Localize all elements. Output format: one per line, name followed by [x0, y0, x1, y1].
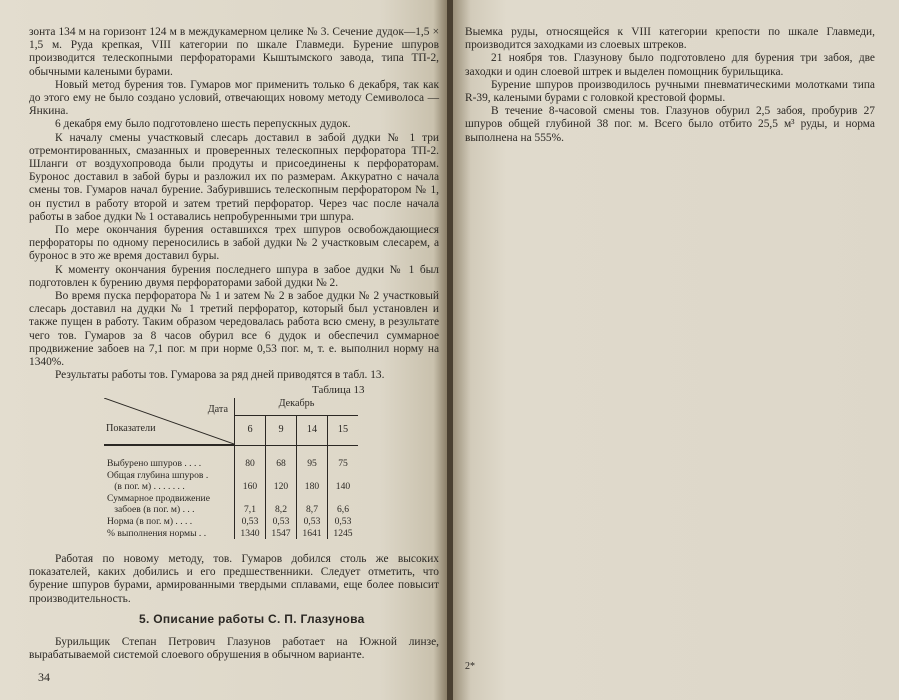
column-header: 6 [235, 415, 266, 445]
column-values: 80 160 7,1 0,53 1340 [240, 458, 260, 539]
paragraph: 21 ноября тов. Глазунову было подготовлено для бурения три забоя, две заходки и один слоевой штрек и выделен помощник бурильщика. [465, 52, 875, 78]
results-table [104, 398, 358, 539]
column-values: 68 120 8,2 0,53 1547 [271, 458, 291, 539]
row-labels-cell [104, 446, 235, 540]
page-number: 34 [38, 670, 50, 684]
paragraph: Бурильщик Степан Петрович Глазунов работает на Южной линзе, вырабатываемой системой слоевого обрушения в обычном варианте. [29, 636, 439, 662]
table-caption: Таблица 13 [312, 384, 365, 396]
table-cell [328, 446, 359, 540]
paragraph: Во время пуска перфоратора № 1 и затем № 2 в забое дудки № 2 участковый слесарь доставил на дудки № 1 третий перфоратор, который был установлен и также пущен в работу. Таким образом чередовалась работа всю смену, в результате чего тов. Гумаров за 8 часов обурил все 6 дудок и обеспечил суммарное продвижение забоев на 7,1 пог. м при норме 0,53 пог. м, т. е. выполнил норму на 1340%. [29, 290, 439, 369]
table-cell [266, 446, 297, 540]
left-page [0, 0, 447, 700]
group-header-month: Декабрь [235, 398, 359, 415]
table-cell [297, 446, 328, 540]
signature-mark: 2* [465, 661, 475, 672]
paragraph: В течение 8-часовой смены тов. Глазунов обурил 2,5 забоя, пробурив 27 шпуров общей глубиной 38 пог. м. Всего было отбито 25,5 м³ руды, и норма выполнена на 555%. [465, 105, 875, 144]
section-title: 5. Описание работы С. П. Глазунова [139, 612, 365, 626]
table-cell [235, 446, 266, 540]
paragraph: К моменту окончания бурения последнего шпура в забое дудки № 1 был подготовлен к бурению двумя перфораторами забой дудки № 2. [29, 263, 439, 289]
paragraph: Работая по новому методу, тов. Гумаров добился столь же высоких показателей, каких добились и его предшественники. Следует отметить, что бурение шпуров бурами, армированными твердыми сплавами, еще более повысит производительность. [29, 553, 439, 605]
paragraph: Новый метод бурения тов. Гумаров мог применить только 6 декабря, так как до этого ему не было создано условий, отвечающих новому методу Семиволоса — Янкина. [29, 78, 439, 118]
left-body-text-after-table [29, 553, 439, 606]
row-labels: Выбурено шпуров . . . . Общая глубина шпуров . (в пог. м) . . . . . . . Суммарное продвижение забоев (в пог. м) . . . Норма (в пог. м) . . . . % выполнения нормы . . [107, 458, 210, 539]
table-corner-cell [104, 398, 235, 446]
paragraph: Бурение шпуров производилось ручными пневматическими молотками типа R-39, калеными бурами с головкой крестовой формы. [465, 78, 875, 105]
column-header: 14 [297, 415, 328, 445]
column-header: 9 [266, 415, 297, 445]
paragraph: Выемка руды, относящейся к VIII категории крепости по шкале Главмеди, производится заходками из слоевых штреков. [465, 26, 875, 52]
right-body-text [465, 26, 875, 145]
corner-header-date: Дата [207, 404, 228, 415]
paragraph: К началу смены участковый слесарь доставил в забой дудки № 1 три отремонтированных, смазанных и проверенных телескопных перфоратора ТП-2. Шланги от воздухопровода были продуты и присоединены к перфораторам. Буронос доставил в забой буры и разложил их по размерам. Аккуратно с начала смены тов. Гумаров начал бурение. Забурившись телескопным перфоратором № 1, он пустил в работу второй и затем третий перфоратор. Через час после начала работы в забое дудки № 1 оставались непробуренными три шпура. [29, 131, 439, 223]
column-values: 75 140 6,6 0,53 1245 [333, 458, 353, 539]
column-header: 15 [328, 415, 359, 445]
paragraph: 6 декабря ему было подготовлено шесть перепускных дудок. [55, 118, 351, 131]
paragraph: зонта 134 м на горизонт 124 м в междукамерном целике № 3. Сечение дудок—1,5 × 1,5 м. Руда крепкая, VIII категории по шкале Главмеди. Бурение шпуров производится телескопными перфораторами Кыштымского завода, типа ТП-2, обычными калеными бурами. [29, 26, 439, 78]
left-body-text [29, 26, 439, 382]
right-page [453, 0, 899, 700]
paragraph: По мере окончания бурения оставшихся трех шпуров освобождающиеся перфораторы по одному переносились в забой дудки № 2 участковым слесарем, а буронос в это же время доставил буры. [29, 224, 439, 263]
corner-header-indicators: Показатели [106, 423, 156, 434]
left-body-text-last [29, 636, 439, 662]
paragraph: Результаты работы тов. Гумарова за ряд дней приводятся в табл. 13. [55, 369, 385, 382]
column-values: 95 180 8,7 0,53 1641 [302, 458, 322, 539]
